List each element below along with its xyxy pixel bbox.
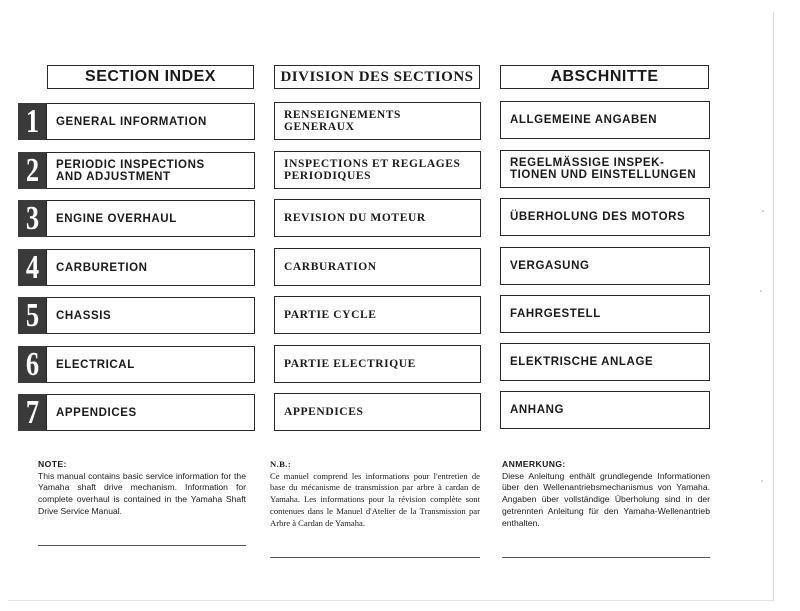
- note-de-text: Diese Anleitung enthält grundlegende Informationen über den Wellenantriebsmechanismus von Yamaha. Angaben über vollständige Überholung sind in der getrennten Anleitung für den Yamaha-Wellenantrieb enthalten.: [502, 470, 710, 528]
- note-en-text: This manual contains basic service information for the Yamaha shaft drive mechanism. Information for complete overhaul is contained in the Yamaha Shaft Drive Service Manual.: [38, 470, 246, 516]
- scan-speck: [762, 210, 764, 212]
- section-en-engine-overhaul[interactable]: ENGINE OVERHAUL: [46, 200, 255, 237]
- section-en-periodic-inspections[interactable]: PERIODIC INSPECTIONS AND ADJUSTMENT: [46, 152, 255, 189]
- section-number-tab-2[interactable]: 2: [18, 152, 46, 189]
- section-fr-partie-electrique[interactable]: PARTIE ELECTRIQUE: [274, 345, 481, 383]
- section-en-carburetion[interactable]: CARBURETION: [46, 249, 255, 286]
- section-de-anhang[interactable]: ANHANG: [500, 391, 710, 429]
- note-en-title: NOTE:: [38, 459, 67, 469]
- section-fr-partie-cycle[interactable]: PARTIE CYCLE: [274, 296, 481, 334]
- section-en-electrical[interactable]: ELECTRICAL: [46, 346, 255, 383]
- section-fr-renseignements-generaux[interactable]: RENSEIGNEMENTS GENERAUX: [274, 102, 481, 140]
- header-division-des-sections: DIVISION DES SECTIONS: [274, 65, 480, 89]
- section-number-tab-7[interactable]: 7: [18, 394, 46, 431]
- note-en-rule: [38, 545, 246, 546]
- section-number-tab-3[interactable]: 3: [18, 200, 46, 237]
- header-abschnitte: ABSCHNITTE: [500, 65, 709, 89]
- section-de-elektrische-anlage[interactable]: ELEKTRISCHE ANLAGE: [500, 343, 710, 381]
- section-number-tab-1[interactable]: 1: [18, 103, 46, 140]
- note-fr-rule: [270, 557, 480, 558]
- scan-speck: [760, 290, 762, 292]
- section-fr-revision-du-moteur[interactable]: REVISION DU MOTEUR: [274, 199, 481, 237]
- section-de-regelmassige-inspektionen[interactable]: REGELMÄSSIGE INSPEK- TIONEN UND EINSTELLUNGEN: [500, 150, 710, 188]
- note-fr: [270, 459, 480, 529]
- note-de: [502, 459, 710, 529]
- section-fr-inspections-et-reglages[interactable]: INSPECTIONS ET REGLAGES PERIODIQUES: [274, 151, 481, 189]
- note-de-rule: [502, 557, 710, 558]
- section-de-vergasung[interactable]: VERGASUNG: [500, 247, 710, 285]
- section-en-appendices[interactable]: APPENDICES: [46, 394, 255, 431]
- section-number-tab-4[interactable]: 4: [18, 249, 46, 286]
- section-en-chassis[interactable]: CHASSIS: [46, 297, 255, 334]
- section-number-tab-6[interactable]: 6: [18, 346, 46, 383]
- note-en: [38, 459, 246, 518]
- header-section-index: SECTION INDEX: [47, 65, 254, 89]
- section-fr-carburation[interactable]: CARBURATION: [274, 248, 481, 286]
- section-de-fahrgestell[interactable]: FAHRGESTELL: [500, 295, 710, 333]
- section-number-tab-5[interactable]: 5: [18, 297, 46, 334]
- note-fr-text: Ce manuel comprend les informations pour l'entretien de base du mécanisme de transmission par arbre à cardan de Yamaha. Les informations pour la révision complète sont contenues dans le Manuel d'Atelier de la Transmission par Arbre à Cardan de Yamaha.: [270, 470, 480, 528]
- note-fr-title: N.B.:: [270, 459, 292, 469]
- section-en-general-information[interactable]: GENERAL INFORMATION: [46, 103, 255, 140]
- note-de-title: ANMERKUNG:: [502, 459, 566, 469]
- section-de-allgemeine-angaben[interactable]: ALLGEMEINE ANGABEN: [500, 101, 710, 139]
- section-de-uberholung-des-motors[interactable]: ÜBERHOLUNG DES MOTORS: [500, 198, 710, 236]
- section-fr-appendices[interactable]: APPENDICES: [274, 393, 481, 431]
- scan-speck: [761, 480, 763, 482]
